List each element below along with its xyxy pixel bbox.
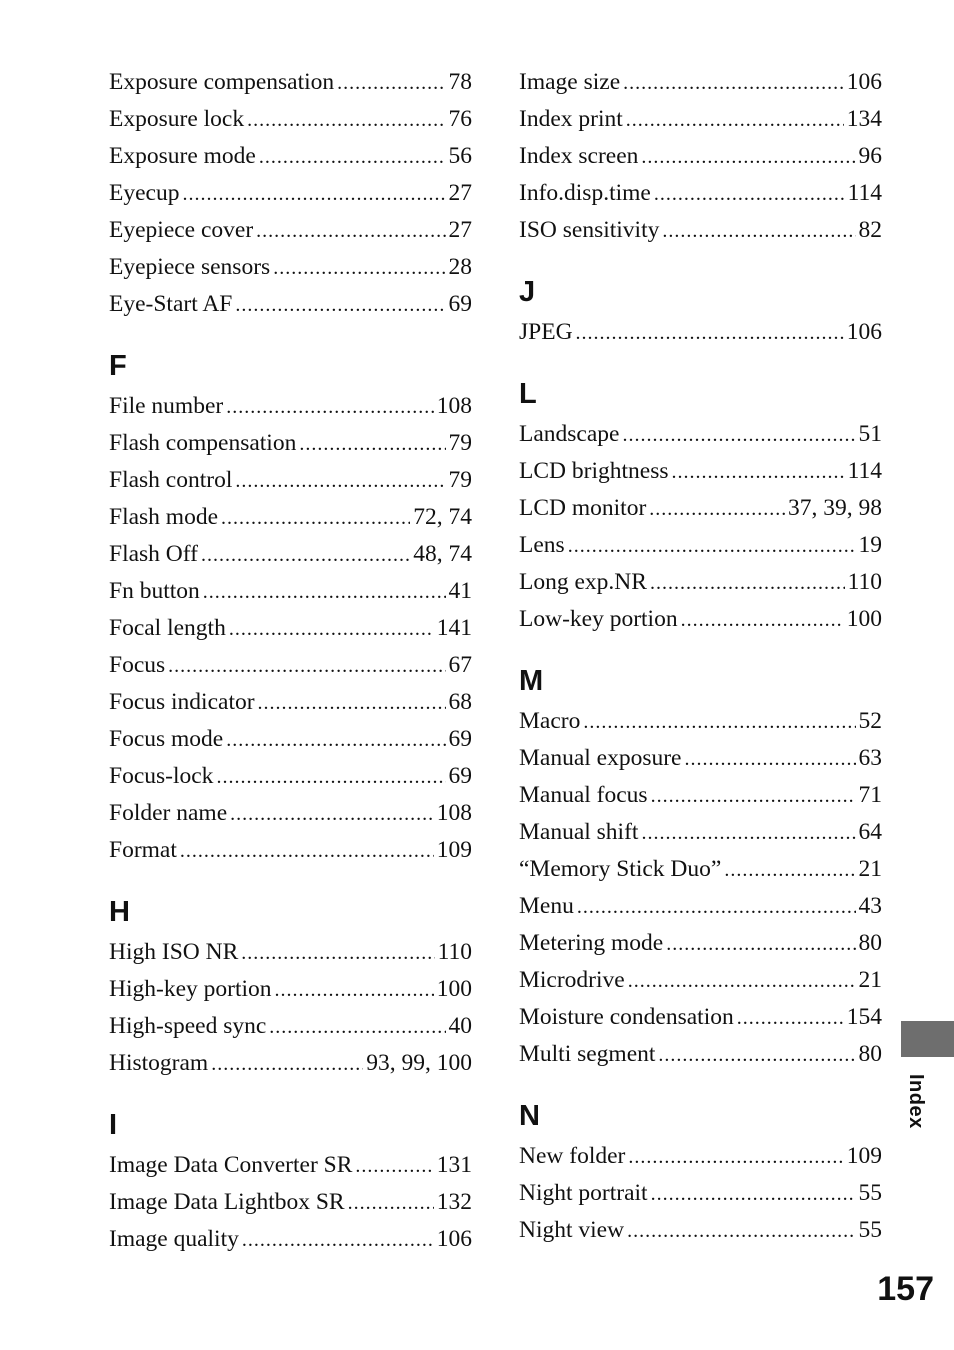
page-reference: 71 (858, 782, 882, 808)
index-entry (519, 777, 882, 814)
section-letter-heading: H (109, 896, 130, 928)
index-entry (519, 740, 882, 777)
dot-leader (628, 1139, 843, 1176)
section-tab-marker (901, 1021, 954, 1057)
index-entry (519, 1036, 882, 1073)
section-tab-label: Index (905, 1074, 927, 1129)
dot-leader (641, 815, 855, 852)
index-term: Index print (519, 106, 623, 132)
page-reference: 40 (448, 1013, 472, 1039)
page-reference: 56 (448, 143, 472, 169)
index-entry (109, 721, 472, 758)
index-entry (519, 416, 882, 453)
index-entry (109, 610, 472, 647)
page-reference: 109 (436, 837, 472, 863)
index-entry (109, 286, 472, 323)
dot-leader (182, 176, 445, 213)
index-entry (519, 101, 882, 138)
index-entry (109, 101, 472, 138)
page-reference: 114 (847, 458, 882, 484)
index-term: Flash compensation (109, 430, 297, 456)
index-entry (519, 175, 882, 212)
dot-leader (337, 65, 445, 102)
index-entry (109, 425, 472, 462)
index-term: Folder name (109, 800, 228, 826)
index-entry (519, 1212, 882, 1249)
index-term: Manual exposure (519, 745, 682, 771)
index-entry (519, 814, 882, 851)
dot-leader (628, 963, 856, 1000)
index-term: High ISO NR (109, 939, 239, 965)
page-reference: 82 (858, 217, 882, 243)
index-entry (519, 925, 882, 962)
page-reference: 27 (448, 180, 472, 206)
dot-leader (654, 176, 845, 213)
index-section (109, 891, 472, 1082)
index-term: Focus mode (109, 726, 224, 752)
index-term: Menu (519, 893, 574, 919)
page-reference: 79 (448, 430, 472, 456)
index-entry (519, 1175, 882, 1212)
index-term: Lens (519, 532, 565, 558)
index-term: Long exp.NR (519, 569, 647, 595)
index-section (519, 271, 882, 351)
index-entry (519, 453, 882, 490)
dot-leader (641, 139, 855, 176)
index-term: Metering mode (519, 930, 664, 956)
index-term: Night view (519, 1217, 625, 1243)
index-term: Image size (519, 69, 621, 95)
page-reference: 80 (858, 930, 882, 956)
index-entry (519, 999, 882, 1036)
page-reference: 76 (448, 106, 472, 132)
page-reference: 106 (846, 69, 882, 95)
dot-leader (180, 833, 434, 870)
page-reference: 51 (858, 421, 882, 447)
dot-leader (235, 287, 445, 324)
index-entry (519, 703, 882, 740)
index-column-right (519, 64, 882, 1249)
page-reference: 108 (436, 800, 472, 826)
index-term: Exposure lock (109, 106, 245, 132)
index-term: Histogram (109, 1050, 209, 1076)
index-section (519, 1095, 882, 1249)
index-entry (109, 1008, 472, 1045)
index-term: Image Data Lightbox SR (109, 1189, 345, 1215)
index-entry (519, 888, 882, 925)
index-entry (109, 1147, 472, 1184)
dot-leader (247, 102, 445, 139)
dot-leader (650, 565, 845, 602)
page-reference: 80 (858, 1041, 882, 1067)
dot-leader (168, 648, 445, 685)
index-section (109, 345, 472, 869)
dot-leader (577, 889, 856, 926)
page-reference: 134 (846, 106, 882, 132)
dot-leader (576, 315, 844, 352)
index-term: High-key portion (109, 976, 272, 1002)
page-reference: 43 (858, 893, 882, 919)
dot-leader (666, 926, 855, 963)
index-term: Exposure compensation (109, 69, 335, 95)
index-term: Eyepiece sensors (109, 254, 271, 280)
index-entry (109, 832, 472, 869)
dot-leader (269, 1009, 445, 1046)
index-term: Index screen (519, 143, 639, 169)
page-reference: 68 (448, 689, 472, 715)
page-reference: 141 (436, 615, 472, 641)
dot-leader (226, 722, 445, 759)
dot-leader (216, 759, 445, 796)
dot-leader (211, 1046, 363, 1083)
index-entry (109, 1045, 472, 1082)
index-entry (109, 462, 472, 499)
page-reference: 132 (436, 1189, 472, 1215)
index-term: Flash mode (109, 504, 219, 530)
index-entry (109, 64, 472, 101)
index-term: Microdrive (519, 967, 625, 993)
index-term: Flash Off (109, 541, 198, 567)
dot-leader (258, 685, 446, 722)
dot-leader (671, 454, 844, 491)
index-entry (109, 536, 472, 573)
page-reference: 55 (858, 1180, 882, 1206)
dot-leader (627, 1213, 855, 1250)
dot-leader (355, 1148, 433, 1185)
page-reference: 19 (858, 532, 882, 558)
page-reference: 37, 39, 98 (788, 495, 882, 521)
index-term: Format (109, 837, 177, 863)
dot-leader (568, 528, 856, 565)
index-term: Focus indicator (109, 689, 255, 715)
index-term: Flash control (109, 467, 233, 493)
dot-leader (649, 491, 785, 528)
dot-leader (229, 611, 434, 648)
page-reference: 100 (846, 606, 882, 632)
dot-leader (221, 500, 410, 537)
dot-leader (275, 972, 434, 1009)
index-term: JPEG (519, 319, 573, 345)
dot-leader (651, 1176, 856, 1213)
dot-leader (242, 1222, 434, 1259)
page-reference: 67 (448, 652, 472, 678)
dot-leader (235, 463, 445, 500)
page-reference: 100 (436, 976, 472, 1002)
index-entry (109, 684, 472, 721)
page-reference: 114 (847, 180, 882, 206)
page-reference: 110 (847, 569, 882, 595)
index-entry (109, 573, 472, 610)
index-term: Focus-lock (109, 763, 214, 789)
index-term: Focus (109, 652, 166, 678)
dot-leader (685, 741, 856, 778)
page-reference: 52 (858, 708, 882, 734)
page-reference: 27 (448, 217, 472, 243)
dot-leader (203, 574, 446, 611)
index-entry (109, 388, 472, 425)
dot-leader (273, 250, 445, 287)
page-reference: 131 (436, 1152, 472, 1178)
index-entry (519, 314, 882, 351)
index-term: Manual shift (519, 819, 639, 845)
page-reference: 21 (858, 856, 882, 882)
index-term: Focal length (109, 615, 226, 641)
index-term: “Memory Stick Duo” (519, 856, 722, 882)
section-letter-heading: M (519, 665, 544, 697)
page-reference: 78 (448, 69, 472, 95)
index-entry (109, 212, 472, 249)
index-entry (109, 249, 472, 286)
index-term: Low-key portion (519, 606, 678, 632)
index-entry (109, 1221, 472, 1258)
section-letter-heading: J (519, 276, 536, 308)
index-term: Landscape (519, 421, 620, 447)
index-entry (519, 64, 882, 101)
index-term: Eyecup (109, 180, 180, 206)
dot-leader (651, 778, 856, 815)
index-term: Exposure mode (109, 143, 256, 169)
index-term: Manual focus (519, 782, 648, 808)
index-column-left (109, 64, 472, 1258)
page-reference: 109 (846, 1143, 882, 1169)
index-entry (519, 1138, 882, 1175)
section-letter-heading: L (519, 378, 537, 410)
index-section (109, 64, 472, 323)
index-term: LCD brightness (519, 458, 669, 484)
index-term: Eyepiece cover (109, 217, 254, 243)
page-reference: 21 (858, 967, 882, 993)
index-entry (109, 1184, 472, 1221)
index-entry (519, 962, 882, 999)
dot-leader (658, 1037, 855, 1074)
index-entry (519, 138, 882, 175)
index-term: Macro (519, 708, 581, 734)
page-reference: 28 (448, 254, 472, 280)
index-entry (519, 851, 882, 888)
page-reference: 79 (448, 467, 472, 493)
index-term: New folder (519, 1143, 626, 1169)
dot-leader (256, 213, 445, 250)
dot-leader (622, 417, 855, 454)
index-term: Info.disp.time (519, 180, 651, 206)
index-term: Eye-Start AF (109, 291, 233, 317)
page-reference: 110 (437, 939, 472, 965)
index-section (519, 64, 882, 249)
dot-leader (226, 389, 434, 426)
page-reference: 72, 74 (413, 504, 472, 530)
page-reference: 154 (846, 1004, 882, 1030)
dot-leader (681, 602, 844, 639)
index-entry (519, 601, 882, 638)
dot-leader (230, 796, 434, 833)
dot-leader (348, 1185, 434, 1222)
index-entry (109, 138, 472, 175)
index-term: File number (109, 393, 224, 419)
page-reference: 69 (448, 726, 472, 752)
section-letter-heading: N (519, 1100, 540, 1132)
index-entry (519, 527, 882, 564)
index-entry (519, 212, 882, 249)
index-section (109, 1104, 472, 1258)
page-reference: 106 (846, 319, 882, 345)
index-term: High-speed sync (109, 1013, 267, 1039)
section-letter-heading: F (109, 350, 127, 382)
index-entry (519, 564, 882, 601)
dot-leader (662, 213, 855, 250)
index-entry (109, 499, 472, 536)
index-term: LCD monitor (519, 495, 647, 521)
index-term: Night portrait (519, 1180, 648, 1206)
index-entry (519, 490, 882, 527)
dot-leader (623, 65, 844, 102)
page-reference: 96 (858, 143, 882, 169)
dot-leader (724, 852, 855, 889)
page-number: 157 (877, 1270, 934, 1308)
index-entry (109, 934, 472, 971)
index-term: Image Data Converter SR (109, 1152, 353, 1178)
index-term: Fn button (109, 578, 200, 604)
index-term: Multi segment (519, 1041, 656, 1067)
index-term: Moisture condensation (519, 1004, 734, 1030)
index-entry (109, 758, 472, 795)
page-reference: 69 (448, 763, 472, 789)
dot-leader (241, 935, 434, 972)
dot-leader (259, 139, 446, 176)
index-entry (109, 175, 472, 212)
index-term: Image quality (109, 1226, 239, 1252)
dot-leader (299, 426, 445, 463)
section-letter-heading: I (109, 1109, 118, 1141)
index-entry (109, 647, 472, 684)
page-reference: 63 (858, 745, 882, 771)
dot-leader (626, 102, 844, 139)
index-section (519, 373, 882, 638)
page-reference: 55 (858, 1217, 882, 1243)
page-reference: 108 (436, 393, 472, 419)
page-reference: 93, 99, 100 (366, 1050, 472, 1076)
page-reference: 48, 74 (413, 541, 472, 567)
dot-leader (201, 537, 410, 574)
dot-leader (737, 1000, 844, 1037)
index-entry (109, 795, 472, 832)
page-reference: 64 (858, 819, 882, 845)
index-entry (109, 971, 472, 1008)
dot-leader (583, 704, 855, 741)
page-reference: 106 (436, 1226, 472, 1252)
page-reference: 41 (448, 578, 472, 604)
index-section (519, 660, 882, 1073)
page-reference: 69 (448, 291, 472, 317)
index-term: ISO sensitivity (519, 217, 660, 243)
